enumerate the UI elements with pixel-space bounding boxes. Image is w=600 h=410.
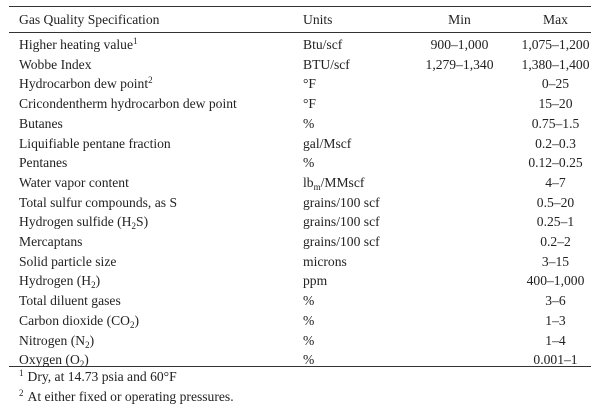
specification-label-suffix: ) — [95, 273, 101, 289]
footnote-mark: 2 — [19, 388, 24, 398]
cell-max: 1–3 — [545, 312, 566, 328]
cell-units — [303, 331, 409, 351]
cell-specification — [9, 153, 303, 173]
cell-max: 0.2–0.3 — [535, 135, 576, 151]
cell-units — [303, 173, 409, 193]
cell-min — [409, 173, 510, 193]
cell-units — [303, 232, 409, 252]
cell-units — [303, 212, 409, 232]
specification-label: Total sulfur compounds, as S — [19, 194, 178, 210]
table-row — [9, 114, 600, 134]
specification-label: Mercaptans — [19, 234, 83, 250]
footnote-ref: 1 — [133, 36, 138, 46]
specification-label: Carbon dioxide (CO — [19, 312, 131, 328]
table-row — [9, 232, 600, 252]
table-body — [9, 32, 600, 370]
gas-quality-table — [9, 7, 600, 370]
specification-label: Water vapor content — [19, 174, 129, 190]
specification-label: Hydrogen sulfide (H — [19, 214, 132, 230]
footnote-text: Dry, at 14.73 psia and 60°F — [27, 369, 177, 384]
specification-label-suffix: S) — [136, 214, 149, 230]
cell-max: 0.2–2 — [540, 234, 571, 250]
units-label: % — [303, 115, 315, 131]
cell-min: 1,279–1,340 — [425, 56, 494, 72]
cell-specification — [9, 193, 303, 213]
cell-min — [409, 271, 510, 291]
cell-max: 0.12–0.25 — [528, 155, 583, 171]
cell-units — [303, 74, 409, 94]
cell-specification — [9, 134, 303, 154]
cell-max: 1–4 — [545, 332, 566, 348]
cell-min — [409, 114, 510, 134]
cell-min — [409, 350, 510, 370]
footnote-mark: 1 — [19, 368, 24, 378]
units-label: °F — [303, 96, 316, 112]
cell-min — [409, 232, 510, 252]
cell-specification — [9, 55, 303, 75]
header-units: Units — [303, 11, 333, 27]
units-label: microns — [303, 253, 347, 269]
cell-specification — [9, 74, 303, 94]
cell-units — [303, 350, 409, 370]
cell-units — [303, 252, 409, 272]
specification-label: Butanes — [19, 115, 63, 131]
specification-label: Cricondentherm hydrocarbon dew point — [19, 96, 237, 112]
cell-min — [409, 94, 510, 114]
table-row — [9, 32, 600, 55]
cell-max: 15–20 — [538, 96, 573, 112]
cell-max: 3–6 — [545, 293, 566, 309]
cell-specification — [9, 173, 303, 193]
table-row — [9, 271, 600, 291]
cell-specification — [9, 291, 303, 311]
specification-label: Wobbe Index — [19, 56, 92, 72]
cell-units — [303, 153, 409, 173]
header-min: Min — [448, 11, 471, 27]
cell-max: 400–1,000 — [526, 273, 585, 289]
cell-max: 0.25–1 — [536, 214, 575, 230]
cell-min — [409, 212, 510, 232]
units-label: BTU/scf — [303, 56, 350, 72]
specification-label: Solid particle size — [19, 253, 117, 269]
specification-label-suffix: ) — [134, 312, 140, 328]
table-row — [9, 153, 600, 173]
cell-units — [303, 94, 409, 114]
table-row — [9, 173, 600, 193]
footnote-text: At either fixed or operating pressures. — [27, 389, 234, 404]
cell-min — [409, 331, 510, 351]
header-max: Max — [543, 11, 568, 27]
units-label: % — [303, 332, 315, 348]
cell-specification — [9, 232, 303, 252]
cell-min — [409, 291, 510, 311]
cell-units — [303, 291, 409, 311]
subscript: 2 — [91, 280, 96, 291]
cell-units — [303, 193, 409, 213]
cell-max: 1,075–1,200 — [521, 37, 590, 52]
header-specification: Gas Quality Specification — [19, 11, 160, 27]
cell-min — [409, 311, 510, 331]
subscript: 2 — [131, 221, 137, 232]
units-label: Btu/scf — [303, 37, 343, 52]
specification-label: Higher heating value — [19, 37, 133, 52]
specification-label: Hydrocarbon dew point — [19, 76, 149, 92]
units-label: ppm — [303, 273, 328, 289]
units-label: % — [303, 155, 315, 171]
cell-specification — [9, 271, 303, 291]
units-label: lb — [303, 174, 314, 190]
cell-max: 1,380–1,400 — [521, 56, 590, 72]
cell-specification — [9, 331, 303, 351]
cell-max: 0.5–20 — [536, 194, 575, 210]
subscript: 2 — [130, 319, 135, 330]
cell-max: 0–25 — [541, 76, 570, 92]
cell-specification — [9, 32, 303, 55]
table-header — [9, 7, 600, 32]
units-label-suffix: /MMscf — [320, 174, 365, 190]
units-label: % — [303, 293, 315, 309]
cell-specification — [9, 252, 303, 272]
cell-max: 0.75–1.5 — [531, 115, 580, 131]
cell-units — [303, 32, 409, 55]
subscript: 2 — [85, 339, 90, 350]
cell-min — [409, 193, 510, 213]
units-label: grains/100 scf — [303, 194, 380, 210]
cell-specification — [9, 94, 303, 114]
units-label: grains/100 scf — [303, 234, 380, 250]
specification-label: Pentanes — [19, 155, 68, 171]
specification-label-suffix: ) — [84, 352, 89, 368]
table-row — [9, 212, 600, 232]
table-row — [9, 55, 600, 75]
cell-units — [303, 55, 409, 75]
cell-min — [409, 153, 510, 173]
table-row — [9, 134, 600, 154]
units-label: % — [303, 312, 315, 328]
table-row — [9, 94, 600, 114]
table-row — [9, 331, 600, 351]
footnote-ref: 2 — [148, 75, 153, 86]
cell-min — [409, 134, 510, 154]
cell-units — [303, 134, 409, 154]
table-row — [9, 74, 600, 94]
units-label: grains/100 scf — [303, 214, 380, 230]
footnote — [19, 387, 234, 407]
table-row — [9, 311, 600, 331]
units-label: % — [303, 352, 315, 368]
units-label: gal/Mscf — [303, 135, 352, 151]
table-row — [9, 291, 600, 311]
subscript: 2 — [79, 359, 85, 370]
cell-specification — [9, 212, 303, 232]
cell-units — [303, 311, 409, 331]
cell-specification — [9, 114, 303, 134]
cell-units — [303, 114, 409, 134]
cell-min — [409, 74, 510, 94]
cell-min: 900–1,000 — [430, 37, 489, 52]
table-row — [9, 252, 600, 272]
units-label: °F — [303, 76, 316, 92]
specification-label: Total diluent gases — [19, 293, 121, 309]
footnotes — [19, 367, 234, 407]
cell-units — [303, 271, 409, 291]
footnote — [19, 367, 234, 387]
cell-max: 0.001–1 — [533, 352, 578, 368]
cell-max: 4–7 — [545, 174, 566, 190]
header-row — [9, 7, 600, 32]
specification-label: Hydrogen (H — [19, 273, 92, 289]
cell-specification — [9, 311, 303, 331]
specification-label: Liquifiable pentane fraction — [19, 135, 171, 151]
cell-min — [409, 252, 510, 272]
specification-label: Nitrogen (N — [19, 332, 86, 348]
cell-max: 3–15 — [541, 253, 570, 269]
specification-label-suffix: ) — [89, 332, 95, 348]
table-row — [9, 193, 600, 213]
specification-label: Oxygen (O — [19, 352, 80, 368]
units-subscript: m — [313, 181, 321, 192]
